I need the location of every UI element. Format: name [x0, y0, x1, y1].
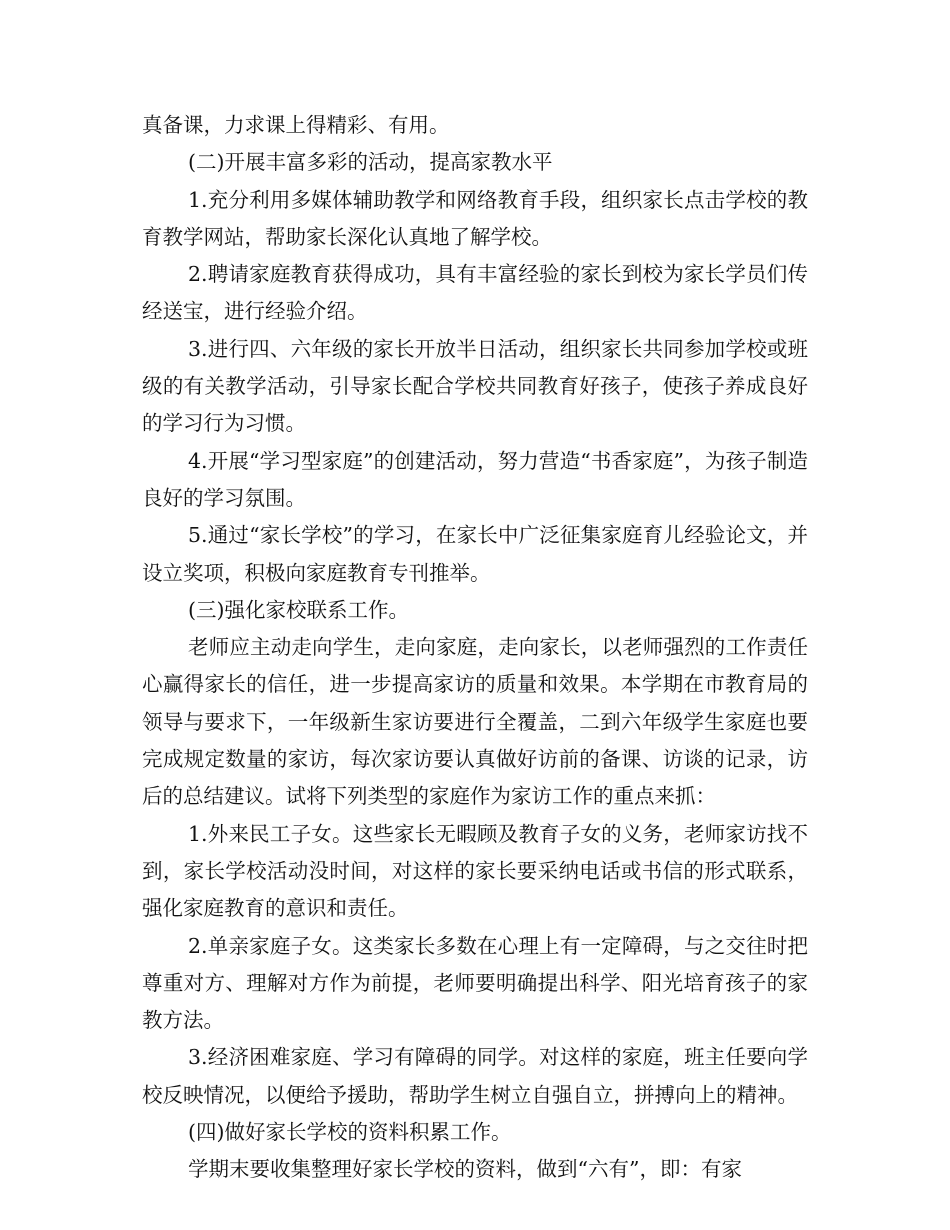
list-item-5: 5.通过“家长学校”的学习，在家长中广泛征集家庭育儿经验论文，并设立奖项，积极向家庭教育专刊推举。 [142, 523, 808, 585]
section-heading-3: (三)强化家校联系工作。 [188, 597, 409, 622]
visit-item-1: 1.外来民工子女。这些家长无暇顾及教育子女的义务，老师家访找不到，家长学校活动没时间，对这样的家长要采纳电话或书信的形式联系，强化家庭教育的意识和责任。 [142, 821, 808, 921]
list-item-4: 4.开展“学习型家庭”的创建活动，努力营造“书香家庭”，为孩子制造良好的学习氛围。 [142, 448, 808, 510]
body-paragraph: 老师应主动走向学生，走向家庭，走向家长，以老师强烈的工作责任心赢得家长的信任，进一步提高家访的质量和效果。本学期在市教育局的领导与要求下，一年级新生家访要进行全覆盖，二到六年级学生家庭也要完成规定数量的家访，每次家访要认真做好访前的备课、访谈的记录，访后的总结建议。试将下列类型的家庭作为家访工作的重点来抓： [142, 635, 808, 809]
visit-item-2: 2.单亲家庭子女。这类家长多数在心理上有一定障碍，与之交往时把尊重对方、理解对方作为前提，老师要明确提出科学、阳光培育孩子的家教方法。 [142, 933, 808, 1033]
list-item-3: 3.进行四、六年级的家长开放半日活动，组织家长共同参加学校或班级的有关教学活动，引导家长配合学校共同教育好孩子，使孩子养成良好的学习行为习惯。 [142, 336, 808, 436]
section-heading-2: (二)开展丰富多彩的活动，提高家教水平 [188, 150, 553, 175]
list-item-1: 1.充分利用多媒体辅助教学和网络教育手段，组织家长点击学校的教育教学网站，帮助家长深化认真地了解学校。 [142, 187, 808, 249]
body-paragraph-last: 学期末要收集整理好家长学校的资料，做到“六有”，即：有家 [188, 1157, 742, 1182]
visit-item-3: 3.经济困难家庭、学习有障碍的同学。对这样的家庭，班主任要向学校反映情况，以便给予援助，帮助学生树立自强自立，拼搏向上的精神。 [142, 1045, 808, 1107]
paragraph-continuation: 真备课，力求课上得精彩、有用。 [142, 113, 450, 137]
section-heading-4: (四)做好家长学校的资料积累工作。 [188, 1120, 512, 1145]
list-item-2: 2.聘请家庭教育获得成功，具有丰富经验的家长到校为家长学员们传经送宝，进行经验介绍。 [142, 262, 808, 324]
document-body [142, 107, 808, 1189]
